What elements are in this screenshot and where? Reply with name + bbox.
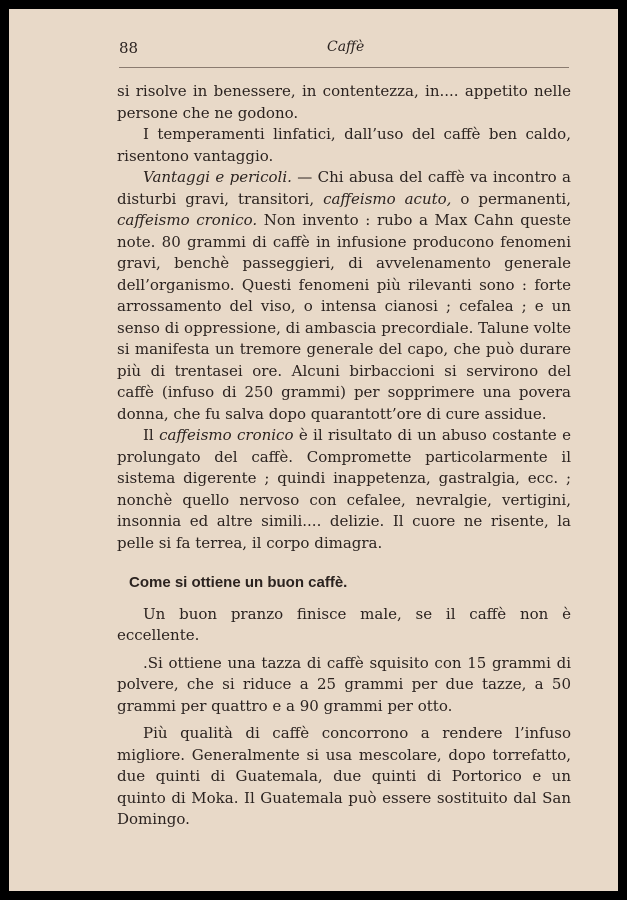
paragraph: si risolve in benessere, in contentezza, in.... appetito nelle persone che ne godono.: [117, 82, 571, 122]
section-heading: Come si ottiene un buon caffè.: [129, 574, 348, 591]
emphasis: caffeismo cronico: [159, 426, 294, 444]
paragraph-text: I temperamenti linfatici, dall’uso del caffè ben caldo, risentono vantaggio.: [117, 125, 571, 165]
paragraph-text: o permanenti,: [451, 189, 571, 208]
emphasis: caffeismo cronico.: [117, 211, 258, 229]
paragraph-text: Il: [143, 426, 160, 444]
paragraph: [117, 425, 571, 554]
emphasis: caffeismo acuto,: [323, 189, 452, 208]
paragraph: [117, 167, 571, 425]
paragraph: .Si ottiene una tazza di caffè squisito con 15 grammi di polvere, che si riduce a 25 grammi per due tazze, a 50 grammi per quattro e a 90 grammi per otto.: [117, 653, 571, 715]
book-page: [9, 9, 618, 891]
paragraph: Un buon pranzo finisce male, se il caffè non è eccellente.: [117, 604, 571, 644]
page-number: 88: [119, 39, 139, 57]
page-header: [9, 39, 618, 63]
paragraph-text: è il risultato di un abuso costante e prolungato del caffè. Compromette particolarmente il sistema digerente ; quindi inappetenza, gastralgia, ecc. ; nonchè quello nervoso con cefalee, nevralgie, vertigini, insonnia ed altre simili.... delizie. Il cuore ne risente, la pelle si fa terrea, il corpo dimagra.: [117, 426, 572, 552]
paragraph-text: Non invento : rubo a Max Cahn queste note. 80 grammi di caffè in infusione producono fenomeni gravi, benchè passeggieri, di avvelenamento generale dell’organismo. Questi fenomeni più rilevanti sono : forte arrossamento del viso, o intensa cianosi ; cefalea ; e un senso di oppressione, di ambascia precordiale. Talune volte si manifesta un tremore generale del capo, che può durare più di trentasei ore. Alcuni birbaccioni si servirono del caffè (infuso di 250 grammi) per sopprimere una povera donna, che fu salva dopo quarantott’ore di cure assidue.: [117, 211, 571, 423]
section-subhead: Vantaggi e pericoli.: [143, 168, 292, 186]
paragraph: Più qualità di caffè concorrono a rendere l’infuso migliore. Generalmente si usa mescolare, dopo torrefatto, due quinti di Guatemala, due quinti di Portorico e un quinto di Moka. Il Guatemala può essere sostituito dal San Domingo.: [117, 724, 571, 828]
paragraph: [117, 124, 571, 167]
paragraph-text: — Chi abusa del caffè va incontro a disturbi gravi, transitori,: [117, 168, 571, 208]
running-title: Caffè: [327, 39, 365, 55]
body-text: [117, 81, 571, 831]
header-rule: [119, 67, 569, 68]
